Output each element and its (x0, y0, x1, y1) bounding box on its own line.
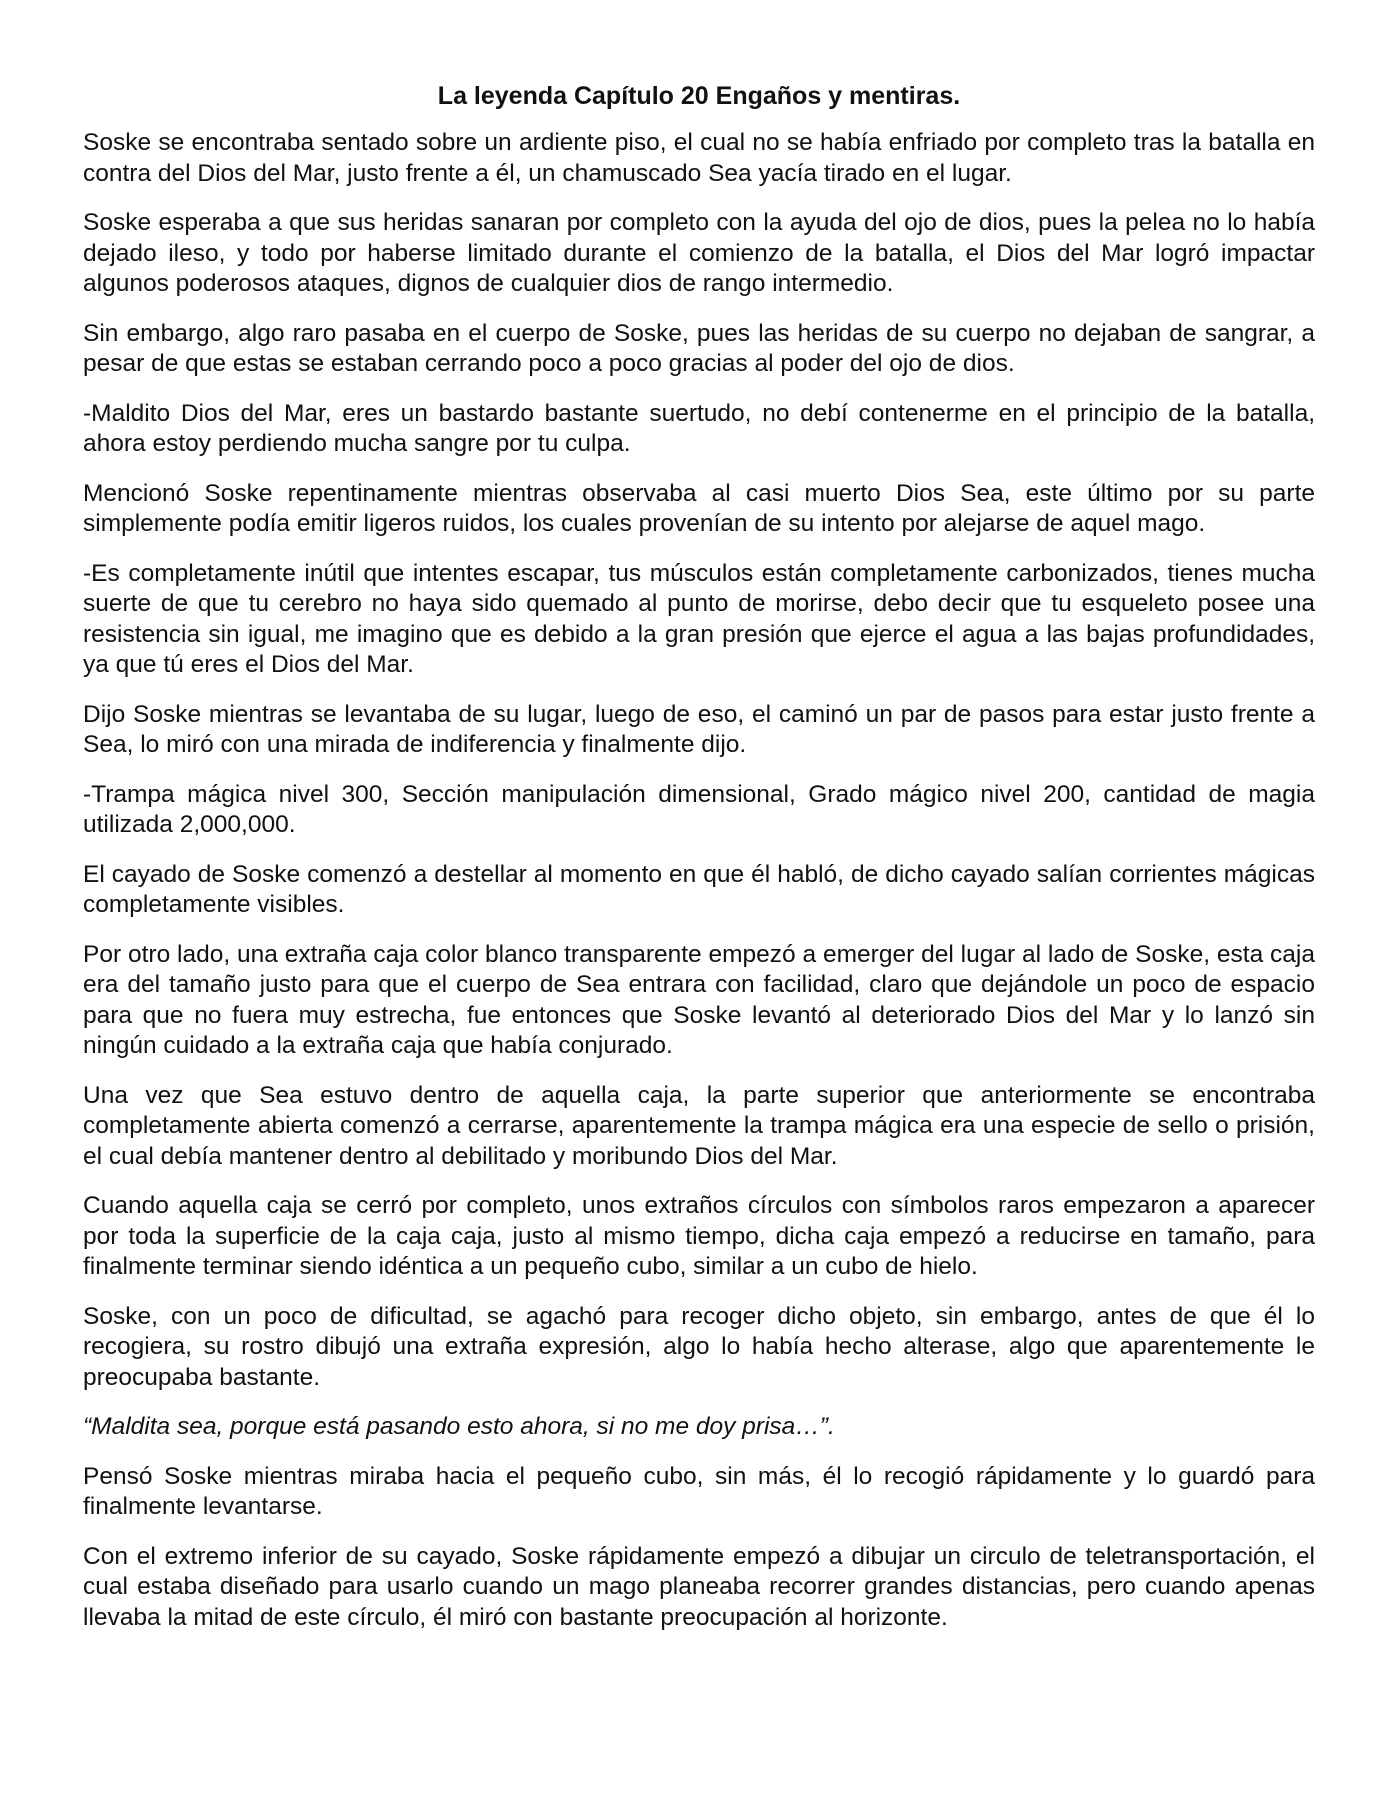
paragraph: Cuando aquella caja se cerró por completo, unos extraños círculos con símbolos raros empezaron a aparecer por toda la superficie de la caja caja, justo al mismo tiempo, dicha caja empezó a reducirse en tamaño, para finalmente terminar siendo idéntica a un pequeño cubo, similar a un cubo de hielo. (83, 1192, 1315, 1280)
paragraph: Mencionó Soske repentinamente mientras observaba al casi muerto Dios Sea, este último por su parte simplemente podía emitir ligeros ruidos, los cuales provenían de su intento por alejarse de aquel mago. (83, 479, 1315, 537)
paragraph: Soske, con un poco de dificultad, se agachó para recoger dicho objeto, sin embargo, antes de que él lo recogiera, su rostro dibujó una extraña expresión, algo lo había hecho alterase, algo que aparentemente le preocupaba bastante. (83, 1302, 1315, 1391)
paragraph: Una vez que Sea estuvo dentro de aquella caja, la parte superior que anteriormente se encontraba completamente abierta comenzó a cerrarse, aparentemente la trampa mágica era una especie de sello o prisión, el cual debía mantener dentro al debilitado y moribundo Dios del Mar. (83, 1081, 1315, 1170)
paragraph: El cayado de Soske comenzó a destellar al momento en que él habló, de dicho cayado salían corrientes mágicas completamente visibles. (83, 860, 1315, 918)
paragraph: Pensó Soske mientras miraba hacia el pequeño cubo, sin más, él lo recogió rápidamente y lo guardó para finalmente levantarse. (83, 1462, 1315, 1520)
paragraph: Por otro lado, una extraña caja color blanco transparente empezó a emerger del lugar al lado de Soske, esta caja era del tamaño justo para que el cuerpo de Sea entrara con facilidad, claro que dejándole un poco de espacio para que no fuera muy estrecha, fue entonces que Soske levantó al deteriorado Dios del Mar y lo lanzó sin ningún cuidado a la extraña caja que había conjurado. (83, 940, 1315, 1059)
paragraph: Sin embargo, algo raro pasaba en el cuerpo de Soske, pues las heridas de su cuerpo no dejaban de sangrar, a pesar de que estas se estaban cerrando poco a poco gracias al poder del ojo de dios. (83, 319, 1315, 377)
dialogue-paragraph: -Es completamente inútil que intentes escapar, tus músculos están completamente carbonizados, tienes mucha suerte de que tu cerebro no haya sido quemado al punto de morirse, debo decir que tu esqueleto posee una resistencia sin igual, me imagino que es debido a la gran presión que ejerce el agua a las bajas profundidades, ya que tú eres el Dios del Mar. (83, 559, 1315, 678)
paragraph: Soske se encontraba sentado sobre un ardiente piso, el cual no se había enfriado por completo tras la batalla en contra del Dios del Mar, justo frente a él, un chamuscado Sea yacía tirado en el lugar. (83, 129, 1315, 187)
dialogue-paragraph: -Trampa mágica nivel 300, Sección manipulación dimensional, Grado mágico nivel 200, cantidad de magia utilizada 2,000,000. (83, 780, 1315, 838)
paragraph: Soske esperaba a que sus heridas sanaran por completo con la ayuda del ojo de dios, pues la pelea no lo había dejado ileso, y todo por haberse limitado durante el comienzo de la batalla, el Dios del Mar logró impactar algunos poderosos ataques, dignos de cualquier dios de rango intermedio. (83, 209, 1315, 297)
document-page (83, 80, 1315, 1652)
dialogue-paragraph: -Maldito Dios del Mar, eres un bastardo bastante suertudo, no debí contenerme en el principio de la batalla, ahora estoy perdiendo mucha sangre por tu culpa. (83, 399, 1315, 457)
chapter-title: La leyenda Capítulo 20 Engaños y mentiras. (437, 82, 961, 110)
thought-paragraph: “Maldita sea, porque está pasando esto ahora, si no me doy prisa…”. (83, 1413, 835, 1440)
paragraph: Con el extremo inferior de su cayado, Soske rápidamente empezó a dibujar un circulo de teletransportación, el cual estaba diseñado para usarlo cuando un mago planeaba recorrer grandes distancias, pero cuando apenas llevaba la mitad de este círculo, él miró con bastante preocupación al horizonte. (83, 1542, 1315, 1631)
paragraph: Dijo Soske mientras se levantaba de su lugar, luego de eso, el caminó un par de pasos para estar justo frente a Sea, lo miró con una mirada de indiferencia y finalmente dijo. (83, 700, 1315, 758)
